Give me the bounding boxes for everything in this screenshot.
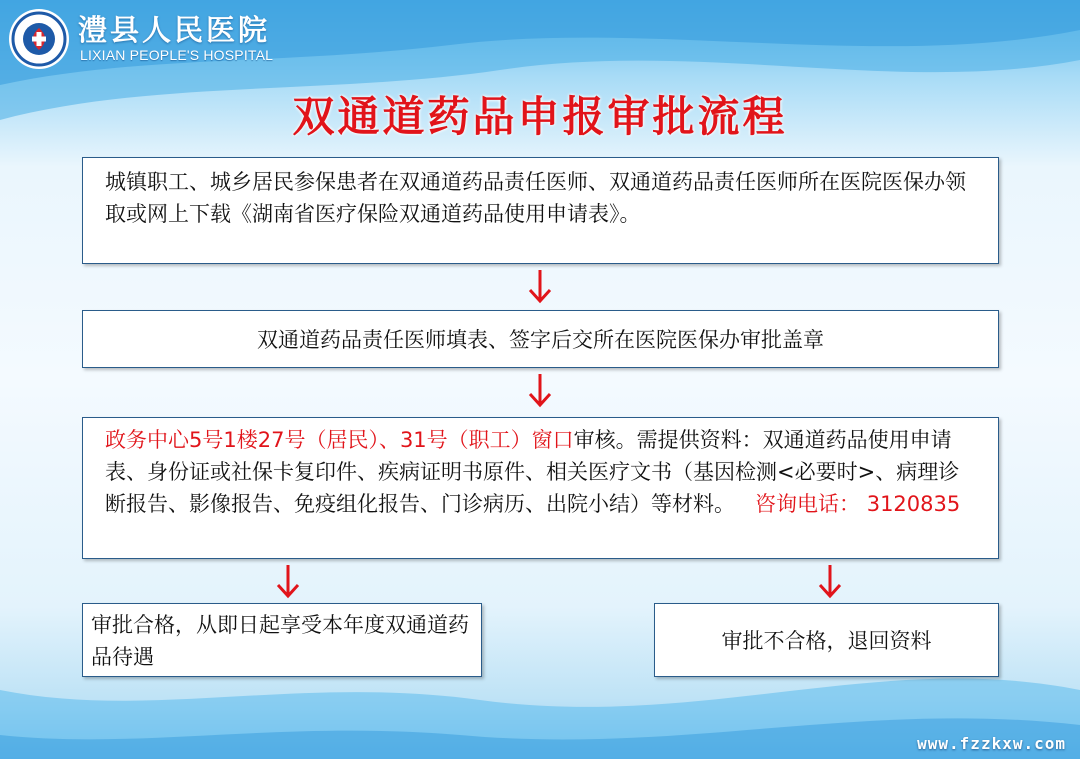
step2-box <box>82 310 999 368</box>
step3-box <box>82 417 999 559</box>
hospital-name-en: LIXIAN PEOPLE'S HOSPITAL <box>80 47 274 63</box>
arrow-down-icon <box>818 563 842 599</box>
step3-phone: 咨询电话： 3120835 <box>755 492 961 516</box>
step3-location: 政务中心5号1楼27号（居民）、31号（职工）窗口 <box>105 428 574 452</box>
approved-text: 审批合格，从即日起享受本年度双通道药品待遇 <box>91 613 469 669</box>
rejected-box <box>654 603 999 677</box>
hospital-name-cn: 澧县人民医院 <box>78 13 271 47</box>
page-title: 双通道药品申报审批流程 <box>292 92 788 141</box>
arrow-down-icon <box>528 268 552 304</box>
step2-text: 双通道药品责任医师填表、签字后交所在医院医保办审批盖章 <box>257 328 824 352</box>
arrow-down-icon <box>276 563 300 599</box>
watermark: www.fzzkxw.com <box>917 734 1066 753</box>
hospital-logo-icon <box>8 8 70 70</box>
approved-box <box>82 603 482 677</box>
step1-text: 城镇职工、城乡居民参保患者在双通道药品责任医师、双通道药品责任医师所在医院医保办领取或网上下载《湖南省医疗保险双通道药品使用申请表》。 <box>105 170 966 226</box>
arrow-down-icon <box>528 372 552 408</box>
step1-box <box>82 157 999 264</box>
rejected-text: 审批不合格，退回资料 <box>721 629 932 653</box>
step3-review: 审核。需提供资料：双通道药品使用申请表、身份证或社保卡复印件、疾病证明书原件、相关医疗文书（基因检测<必要时>、病理诊断报告、影像报告、免疫组化报告、门诊病历、出院小结）等材料。 <box>105 428 960 516</box>
